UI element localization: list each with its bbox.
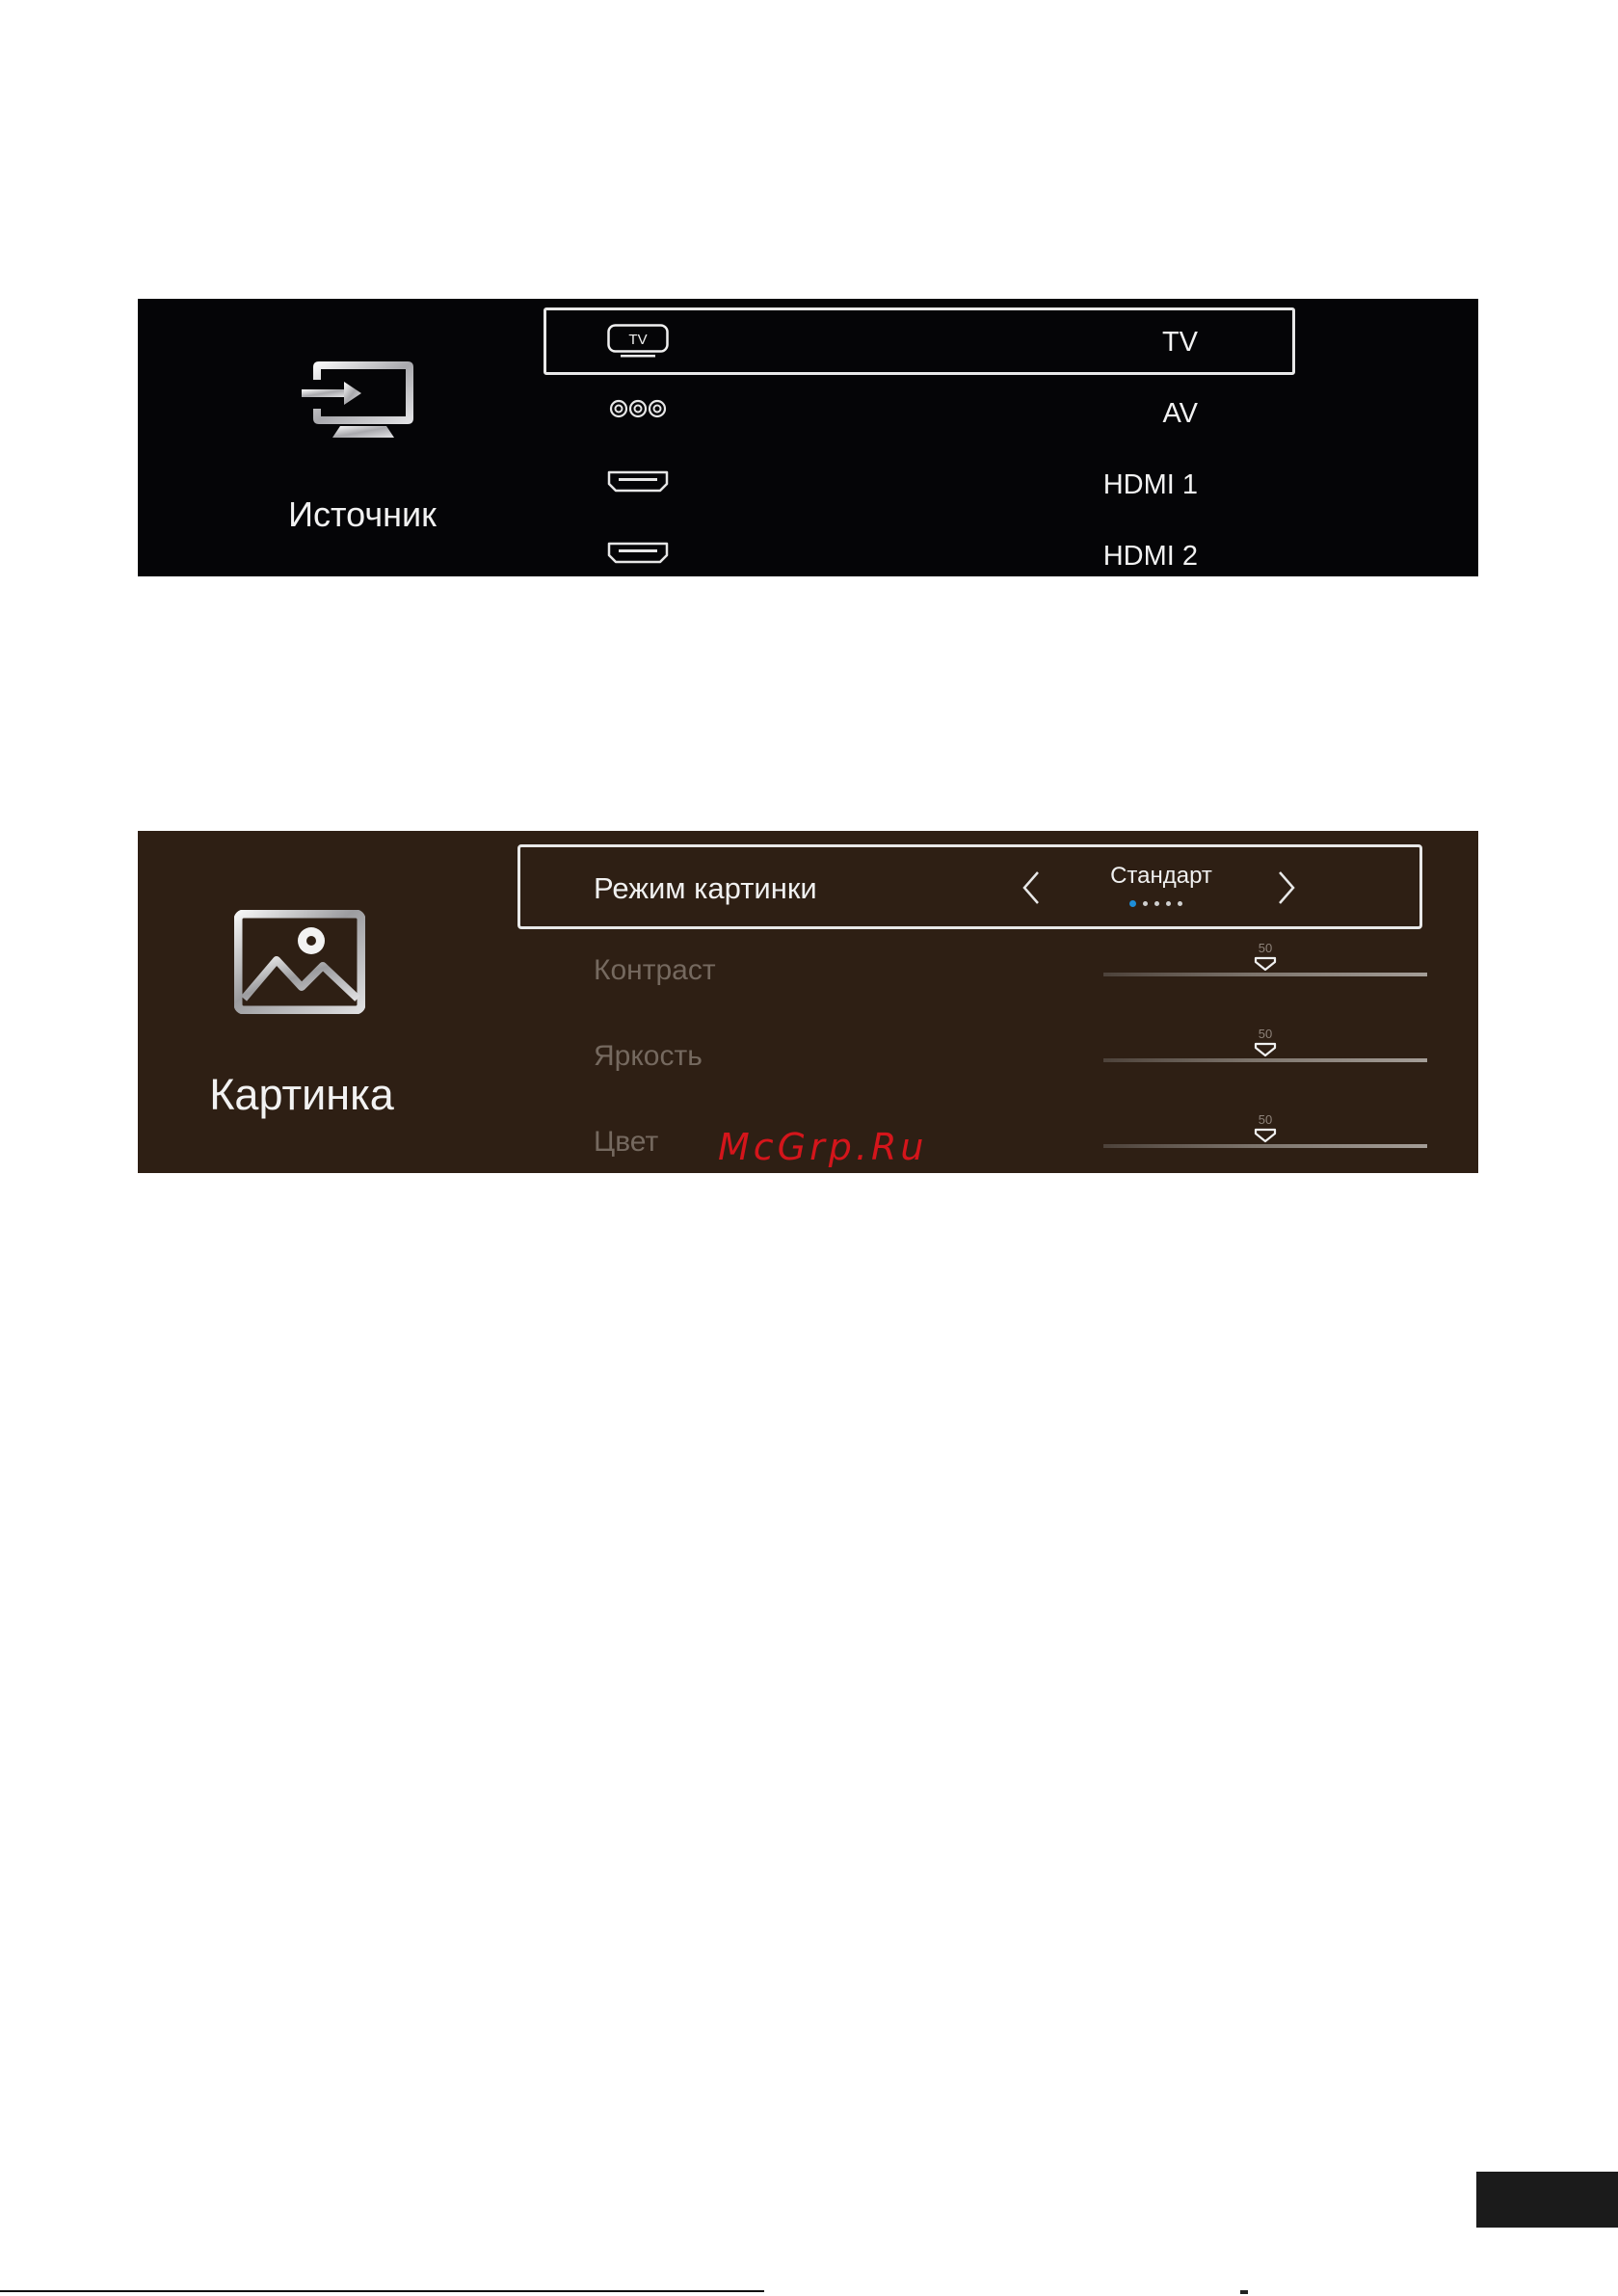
setting-row-brightness[interactable] [517,1023,1422,1090]
slider-thumb[interactable] [1254,956,1277,972]
hdmi-icon [607,467,669,501]
slider-value: 50 [1258,1112,1273,1127]
source-item-label: HDMI 2 [1102,541,1198,572]
slider-track [1103,1058,1427,1062]
page-number-tab [1476,2172,1618,2228]
source-item-tv[interactable] [544,307,1295,375]
picture-menu-panel [138,831,1478,1173]
source-item-label: AV [1162,398,1198,429]
hdmi-icon [607,538,669,573]
source-item-label: TV [1161,327,1198,358]
mode-page-indicator [1129,901,1182,907]
tv-icon-text: TV [628,332,648,348]
brightness-label: Яркость [594,1040,703,1072]
footer-divider [0,2290,764,2292]
mode-dot-active [1129,900,1136,907]
chevron-left-icon[interactable] [1020,868,1043,907]
picture-icon [234,910,365,1014]
picture-mode-selector[interactable] [517,844,1422,929]
slider-value: 50 [1258,941,1273,955]
picture-mode-value: Стандарт [1110,863,1212,889]
mode-dot [1154,901,1159,906]
source-item-hdmi-2[interactable] [544,521,1295,576]
contrast-label: Контраст [594,954,716,986]
slider-value: 50 [1258,1027,1273,1041]
mode-dot [1178,901,1182,906]
contrast-slider[interactable] [1103,941,1427,989]
source-item-label: HDMI 1 [1102,469,1198,500]
setting-row-contrast[interactable] [517,937,1422,1004]
mode-dot [1143,901,1148,906]
source-item-hdmi-1[interactable] [544,450,1295,518]
tv-icon [607,324,669,359]
slider-thumb[interactable] [1254,1128,1277,1143]
av-composite-icon [607,395,669,430]
chevron-right-icon[interactable] [1275,868,1298,907]
source-menu-title: Источник [288,494,437,534]
slider-track [1103,973,1427,976]
source-menu-panel [138,299,1478,576]
color-slider[interactable] [1103,1112,1427,1161]
picture-menu-title: Картинка [209,1070,394,1119]
input-source-icon [302,359,421,447]
slider-track [1103,1144,1427,1148]
slider-thumb[interactable] [1254,1042,1277,1057]
color-label: Цвет [594,1126,659,1158]
brightness-slider[interactable] [1103,1027,1427,1075]
footer-mark [1240,2290,1248,2294]
setting-row-color[interactable] [517,1108,1422,1173]
picture-mode-label: Режим картинки [594,871,817,905]
mode-dot [1166,901,1171,906]
source-item-av[interactable] [544,379,1295,446]
watermark-text: McGrp.Ru [718,1126,928,1168]
